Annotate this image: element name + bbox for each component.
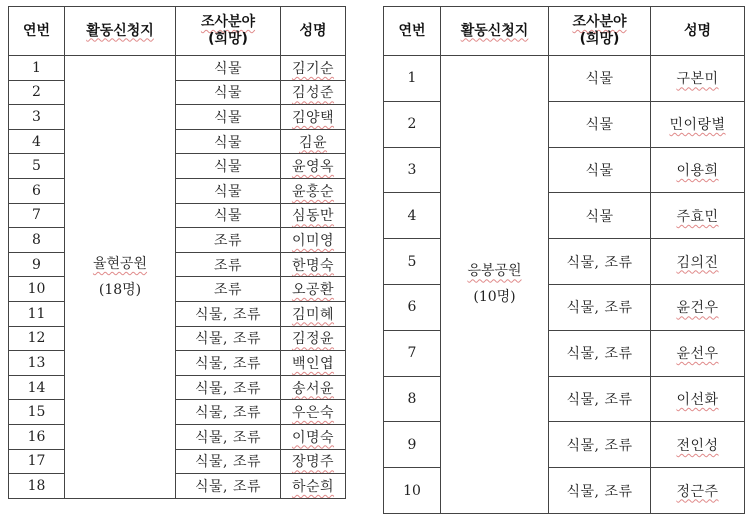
table-row (9, 252, 346, 277)
field-cell: 식물 (176, 203, 281, 228)
table-row (384, 56, 745, 102)
person-name: 이명숙 (291, 429, 335, 446)
field-cell: 식물, 조류 (549, 284, 651, 330)
table-row (384, 330, 745, 376)
row-number: 14 (9, 375, 65, 400)
table-row (9, 203, 346, 228)
name-cell (281, 277, 346, 302)
row-number: 2 (9, 80, 65, 105)
field-cell: 식물, 조류 (549, 422, 651, 468)
name-cell (281, 326, 346, 351)
field-cell: 식물 (176, 80, 281, 105)
field-cell: 식물, 조류 (176, 301, 281, 326)
table-row (9, 228, 346, 253)
name-cell (281, 301, 346, 326)
table-row (9, 400, 346, 425)
row-number: 3 (384, 147, 441, 193)
person-name: 구본미 (676, 71, 719, 88)
row-number: 6 (384, 284, 441, 330)
name-cell (281, 351, 346, 376)
name-cell (651, 422, 745, 468)
table-row (384, 376, 745, 422)
person-name: 주효민 (676, 208, 719, 225)
header-row (384, 7, 745, 56)
person-name: 김정윤 (291, 331, 335, 348)
left-volunteer-table (8, 6, 346, 499)
person-name: 한명숙 (291, 257, 335, 274)
row-number: 1 (384, 56, 441, 102)
field-cell: 식물 (176, 154, 281, 179)
right-table-body (384, 56, 745, 514)
person-name: 이미영 (291, 232, 335, 249)
row-number: 7 (384, 330, 441, 376)
person-name: 김의진 (676, 254, 719, 271)
name-cell (651, 468, 745, 514)
table-row (9, 449, 346, 474)
table-row (384, 101, 745, 147)
table-row (9, 474, 346, 499)
row-number: 2 (384, 101, 441, 147)
header-field-label: 조사분야 (572, 14, 627, 30)
field-cell: 식물, 조류 (176, 400, 281, 425)
row-number: 1 (9, 56, 65, 81)
person-name: 심동만 (291, 208, 335, 225)
field-cell: 조류 (176, 228, 281, 253)
left-table-body (9, 56, 346, 499)
name-cell (281, 178, 346, 203)
site-name: 율현공원 (92, 255, 148, 272)
row-number: 15 (9, 400, 65, 425)
header-name: 성명 (651, 7, 745, 56)
person-name: 김기순 (291, 60, 335, 77)
name-cell (651, 239, 745, 285)
person-name: 김미혜 (291, 306, 335, 323)
person-name: 김윤 (298, 134, 328, 151)
name-cell (281, 252, 346, 277)
site-name: 응봉공원 (467, 263, 522, 280)
person-name: 오공환 (291, 282, 335, 299)
person-name: 우은숙 (291, 405, 335, 422)
row-number: 18 (9, 474, 65, 499)
table-row (9, 351, 346, 376)
name-cell (651, 147, 745, 193)
row-number: 13 (9, 351, 65, 376)
row-number: 8 (384, 376, 441, 422)
row-number: 8 (9, 228, 65, 253)
row-number: 9 (9, 252, 65, 277)
person-name: 윤홍순 (291, 183, 335, 200)
site-cell (441, 56, 549, 514)
field-cell: 식물 (176, 129, 281, 154)
header-field (549, 7, 651, 56)
row-number: 11 (9, 301, 65, 326)
table-row (9, 129, 346, 154)
name-cell (281, 449, 346, 474)
person-name: 장명주 (291, 454, 335, 471)
person-name: 정근주 (676, 483, 719, 500)
header-site (65, 7, 176, 56)
table-row (384, 468, 745, 514)
row-number: 9 (384, 422, 441, 468)
table-row (384, 193, 745, 239)
name-cell (281, 129, 346, 154)
table-row (9, 277, 346, 302)
name-cell (651, 330, 745, 376)
name-cell (281, 203, 346, 228)
person-name: 전인성 (676, 437, 719, 454)
field-cell: 식물, 조류 (176, 424, 281, 449)
row-number: 5 (384, 239, 441, 285)
row-number: 10 (384, 468, 441, 514)
field-cell: 식물, 조류 (549, 330, 651, 376)
header-field-sub: (희망) (208, 31, 248, 47)
row-number: 7 (9, 203, 65, 228)
name-cell (281, 56, 346, 81)
name-cell (651, 284, 745, 330)
person-name: 윤건우 (676, 300, 719, 317)
row-number: 17 (9, 449, 65, 474)
person-name: 윤선우 (676, 346, 719, 363)
table-row (384, 147, 745, 193)
field-cell: 식물, 조류 (549, 376, 651, 422)
header-row (9, 7, 346, 56)
person-name: 이용희 (676, 162, 719, 179)
person-name: 백인엽 (291, 355, 335, 372)
field-cell: 식물, 조류 (176, 449, 281, 474)
header-name: 성명 (281, 7, 346, 56)
header-site (441, 7, 549, 56)
row-number: 12 (9, 326, 65, 351)
name-cell (281, 228, 346, 253)
field-cell: 식물 (549, 193, 651, 239)
table-row (9, 56, 346, 81)
table-row (9, 375, 346, 400)
person-name: 이선화 (676, 391, 719, 408)
name-cell (651, 193, 745, 239)
row-number: 16 (9, 424, 65, 449)
person-name: 김성준 (291, 85, 335, 102)
field-cell: 식물 (176, 56, 281, 81)
person-name: 송서윤 (291, 380, 335, 397)
field-cell: 식물 (176, 178, 281, 203)
field-cell: 식물, 조류 (176, 351, 281, 376)
name-cell (281, 154, 346, 179)
table-row (384, 284, 745, 330)
header-field (176, 7, 281, 56)
field-cell: 식물, 조류 (549, 468, 651, 514)
table-row (9, 301, 346, 326)
row-number: 6 (9, 178, 65, 203)
row-number: 5 (9, 154, 65, 179)
header-site-label: 활동신청지 (460, 22, 529, 39)
table-row (9, 326, 346, 351)
name-cell (651, 56, 745, 102)
header-no: 연번 (384, 7, 441, 56)
site-count: (10명) (473, 289, 516, 306)
field-cell: 조류 (176, 252, 281, 277)
person-name: 민이랑별 (669, 117, 726, 134)
table-row (9, 80, 346, 105)
field-cell: 식물, 조류 (176, 326, 281, 351)
header-site-label: 활동신청지 (86, 22, 154, 39)
row-number: 4 (384, 193, 441, 239)
field-cell: 식물 (549, 56, 651, 102)
person-name: 김양택 (291, 109, 335, 126)
field-cell: 식물, 조류 (549, 239, 651, 285)
field-cell: 식물 (549, 147, 651, 193)
right-volunteer-table (383, 6, 745, 514)
header-no: 연번 (9, 7, 65, 56)
field-cell: 식물 (176, 105, 281, 130)
header-field-sub: (희망) (579, 31, 620, 47)
row-number: 10 (9, 277, 65, 302)
site-cell (65, 56, 176, 499)
site-count: (18명) (98, 281, 142, 298)
table-row (9, 178, 346, 203)
table-row (384, 239, 745, 285)
row-number: 3 (9, 105, 65, 130)
table-row (9, 424, 346, 449)
person-name: 윤영옥 (291, 159, 335, 176)
name-cell (281, 375, 346, 400)
table-row (9, 105, 346, 130)
person-name: 하순희 (291, 478, 335, 495)
table-row (384, 422, 745, 468)
name-cell (281, 105, 346, 130)
field-cell: 식물 (549, 101, 651, 147)
field-cell: 식물, 조류 (176, 474, 281, 499)
name-cell (281, 80, 346, 105)
table-row (9, 154, 346, 179)
name-cell (281, 424, 346, 449)
name-cell (281, 400, 346, 425)
row-number: 4 (9, 129, 65, 154)
field-cell: 식물, 조류 (176, 375, 281, 400)
header-field-label: 조사분야 (200, 14, 256, 30)
name-cell (651, 376, 745, 422)
name-cell (651, 101, 745, 147)
field-cell: 조류 (176, 277, 281, 302)
name-cell (281, 474, 346, 499)
